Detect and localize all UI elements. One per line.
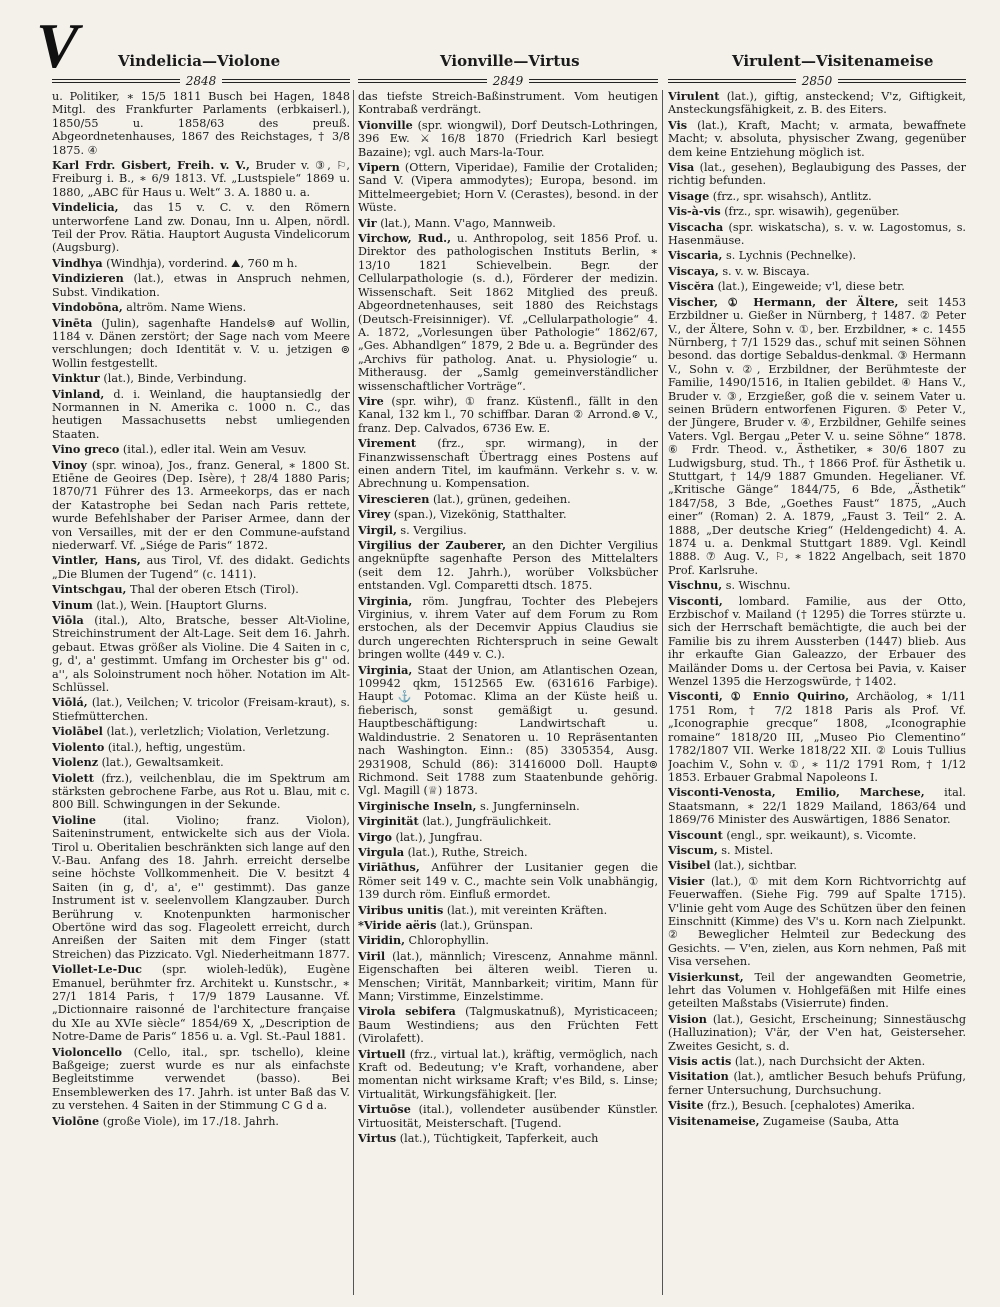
entry-headword: Virement (358, 436, 417, 451)
entry-text: (lat.), nach Durchsicht der Akten. (734, 1055, 926, 1069)
dictionary-entry (358, 1005, 658, 1045)
dictionary-entry (52, 90, 350, 157)
text-column-3 (668, 90, 966, 1295)
entry-text: Zugameise (Sauba, Atta (763, 1114, 899, 1128)
entry-text: (Julin), sagenhafte Handels⊚ auf Wollin, 1184 v. Dänen zerstört; der Sage nach vom Meere verschlungen; doch Identität v. V. u. jetzigen ⊚ Wollin festgestellt. (52, 316, 350, 370)
dictionary-entry (52, 372, 350, 385)
entry-headword: Vis (668, 117, 688, 132)
entry-text: Staat der Union, am Atlantischen Ozean, 109942 qkm, 1512565 Ew. (631616 Farbige). Haupt⚓ Potomac. Klima an der Küste heiß u. fieberisch, sonst gemäßigt u. gesund. Hauptbeschäftigung: Landwirtschaft u. Waldindustrie. 2 Senatoren u. 10 Repräsentanten nach Washington. Einn.: (85) 3305354, Ausg. 2931908, Schuld (86): 31416000 Doll. Haupt⊚ Richmond. Seit 1788 zum Staatenbunde gehörig. Vgl. Magill (♕) 1873. (358, 663, 658, 798)
dictionary-entry (52, 1046, 350, 1113)
dictionary-entry (358, 1103, 658, 1130)
dictionary-entry (52, 756, 350, 769)
dictionary-entry (358, 217, 658, 230)
dictionary-entry (668, 1115, 966, 1128)
entry-headword: Viridin, (358, 933, 405, 948)
entry-text: (lat.), Gesicht, Erscheinung; Sinnestäuschg (Halluzination); V'är, der V'en hat, Geisterseher. Zweites Gesicht, s. d. (668, 1012, 966, 1053)
dictionary-entry (52, 614, 350, 694)
dictionary-entry (52, 554, 350, 581)
dictionary-entry (52, 257, 350, 270)
entry-text: (frz., spr. wisawih), gegenüber. (724, 205, 900, 219)
entry-text: (spr. winoa), Jos., franz. General, ∗ 1800 St. Etiēne de Geoires (Dep. Isère), † 28/4 1880 Paris; 1870/71 Führer des 13. Armeekorps, das er nach der Katastrophe bei Sedan nach Paris rettete, wurde Befehlshaber der Pariser Armee, dann der von Versailles, mit der er den Commune-aufstand niederwarf. Vf. „Siége de Paris“ 1872. (52, 458, 350, 552)
entry-text: (lat.), Mann. V'ago, Mannweib. (380, 216, 556, 230)
entry-text: (spr. wioleh-ledük), Eugène Emanuel, berühmter frz. Architekt u. Kunstschr., ∗ 27/1 1814 Paris, † 17/9 1879 Lausanne. Vf. „Dictionnaire raisonné de l'architecture française du XIe au XVIe siècle“ 1854/69 X, „Description de Notre-Dame de Paris“ 1856 u. a. Vgl. St.-Paul 1881. (52, 963, 350, 1044)
entry-headword: Vino greco (52, 442, 120, 457)
entry-text: d. i. Weinland, die hauptansiedlg der Normannen in N. Amerika c. 1000 n. C., das heutigen Massachusetts nebst umliegenden Staaten. (52, 387, 350, 441)
entry-headword: Virola sebifera (358, 1004, 456, 1019)
entry-headword: Virtuell (358, 1046, 406, 1061)
dictionary-entry (668, 1055, 966, 1068)
dictionary-entry (668, 971, 966, 1011)
entry-text: Teil der angewandten Geometrie, lehrt das Volumen v. Hohlgefäßen mit Hilfe eines geteilten Maßstabs (Visierrute) finden. (668, 970, 966, 1011)
dictionary-entry (358, 664, 658, 798)
entry-headword: Violenz (52, 755, 99, 770)
dictionary-entry (668, 786, 966, 826)
dictionary-entry (358, 919, 658, 932)
entry-text: (span.), Vizekönig, Statthalter. (393, 508, 567, 522)
dictionary-entry (52, 599, 350, 612)
entry-headword: Virginia, (358, 593, 413, 608)
dictionary-entry (52, 201, 350, 255)
entry-headword: Visierkunst, (668, 969, 744, 984)
dictionary-entry (358, 539, 658, 593)
dictionary-entry (52, 741, 350, 754)
entry-headword: Visibel (668, 858, 711, 873)
dictionary-entry (358, 90, 658, 117)
dictionary-entry (358, 595, 658, 662)
dictionary-entry (358, 815, 658, 828)
entry-headword: Violōne (52, 1113, 100, 1128)
entry-headword: Vinoy (52, 457, 87, 472)
entry-headword: Viōla (52, 613, 84, 628)
dictionary-entry (358, 1132, 658, 1145)
entry-text: (ital.), vollendeter ausübender Künstler. Virtuosität, Meisterschaft. [Tugend. (358, 1103, 658, 1130)
entry-text: (ital.), edler ital. Wein am Vesuv. (122, 443, 307, 457)
section-letter: V (36, 10, 79, 81)
dictionary-entry (668, 161, 966, 188)
dictionary-entry (358, 395, 658, 435)
dictionary-entry (668, 280, 966, 293)
entry-headword: Vire (358, 393, 384, 408)
entry-text: (lat.), verletzlich; Violation, Verletzung. (106, 725, 330, 739)
dictionary-entry (668, 90, 966, 117)
entry-text: s. v. w. Biscaya. (722, 264, 810, 278)
dictionary-entry (52, 583, 350, 596)
column-number-3: 2850 (801, 74, 833, 88)
entry-headword: Viril (358, 948, 386, 963)
entry-text: (große Viole), im 17./18. Jahrh. (102, 1114, 279, 1128)
dictionary-entry (52, 772, 350, 812)
entry-text: aus Tirol, Vf. des didakt. Gedichts „Die Blumen der Tugend“ (c. 1411). (52, 554, 350, 581)
dictionary-entry (358, 508, 658, 521)
dictionary-entry (52, 301, 350, 314)
entry-text: ital. Staatsmann, ∗ 22/1 1829 Mailand, 1863/64 und 1869/76 Minister des Auswärtigen, 1886 Senator. (668, 786, 966, 827)
entry-text: s. Lychnis (Pechnelke). (725, 249, 857, 263)
column-number-2: 2849 (492, 74, 524, 88)
entry-text: (lat.), Wein. [Hauptort Glurns. (96, 598, 268, 612)
entry-headword: Vipern (358, 160, 400, 175)
entry-headword: Viscaria, (668, 248, 723, 263)
entry-text: u. Politiker, ∗ 15/5 1811 Busch bei Hagen, 1848 Mitgl. des Frankfurter Parlaments (erbkaiserl.), 1850/55 u. 1858/63 des preuß. Abgeordnetenhauses, 1867 des Reichstages, † 3/8 1875. ④ (52, 90, 350, 157)
dictionary-entry (52, 159, 350, 199)
entry-text: Thal der oberen Etsch (Tirol). (129, 583, 299, 597)
entry-text: röm. Jungfrau, Tochter des Plebejers Virginius, v. ihrem Vater auf dem Forum zu Rom erstochen, als der Decemvir Appius Claudius sie durch ungerechten Richterspruch in seine Gewalt bringen wollte (449 v. C.). (358, 594, 658, 662)
dictionary-entry (52, 388, 350, 442)
dictionary-entry (358, 161, 658, 215)
dictionary-entry (52, 725, 350, 738)
entry-text: (lat.), Kraft, Macht; v. armata, bewaffnete Macht; v. absoluta, physischer Zwang, gegenüber dem keine Entziehung möglich ist. (668, 118, 966, 159)
dictionary-entry (52, 1115, 350, 1128)
entry-text: (frz., virtual lat.), kräftig, vermöglich, nach Kraft od. Bedeutung; v'e Kraft, vorhandene, aber momentan nicht wirksame Kraft; v'es Bild, s. Linse; Virtualität, Wirkungsfähigkeit. [ler. (358, 1047, 658, 1101)
entry-headword: Visa (668, 160, 695, 175)
entry-text: das 15 v. C. v. den Römern unterworfene Land zw. Donau, Inn u. Alpen, nördl. Teil der Prov. Rätia. Hauptort Augusta Vindelicorum (Augsburg). (52, 201, 350, 255)
entry-text: (Talgmuskatnuß), Myristicaceen; Baum Westindiens; aus den Früchten Fett (Virolafett). (358, 1005, 658, 1046)
entry-headword: Visconti, (668, 593, 723, 608)
entry-headword: Vionville (358, 117, 413, 132)
entry-text: (Ottern, Viperidae), Familie der Crotaliden; Sand V. (Vipera ammodytes); Europa, besond. im Mittelmeergebiet; Horn V. (Cerastes), besond. in der Wüste. (358, 161, 658, 215)
entry-text: (lat., gesehen), Beglaubigung des Passes, der richtig befunden. (668, 161, 966, 188)
column-number-1: 2848 (185, 74, 217, 88)
dictionary-entry (358, 493, 658, 506)
entry-text: (lat.), Jungfrau. (395, 830, 483, 844)
entry-text: Bruder v. ③, ⚐, Freiburg i. B., ∗ 6/9 1813. Vf. „Lustspiele“ 1869 u. 1880, „ABC für Haus u. Welt“ 3. A. 1880 u. a. (52, 159, 350, 199)
text-column-1 (52, 90, 350, 1295)
entry-text: s. Jungferninseln. (479, 799, 580, 813)
dictionary-entry (668, 1013, 966, 1053)
entry-headword: Violento (52, 739, 105, 754)
entry-headword: Viōlá, (52, 695, 88, 710)
entry-headword: Vision (668, 1011, 707, 1026)
entry-headword: Viscĕra (668, 279, 715, 294)
entry-text: (lat.), amtlicher Besuch behufs Prüfung, ferner Untersuchung, Durchsuchung. (668, 1070, 966, 1097)
dictionary-entry (52, 459, 350, 553)
entry-text: (ital.), Alto, Bratsche, besser Alt-Violine, Streichinstrument der Alt-Lage. Seit dem 16. Jahrh. gebaut. Etwas größer als Violine. Die 4 Saiten in c, g, d', a' gestimmt. Umfang im Orchester bis g'' od. a'', als Soloinstrument noch höher. Notation im Alt-Schlüssel. (52, 614, 350, 695)
entry-headword: Vindelicia, (52, 200, 119, 215)
entry-text: (lat.), Jungfräulichkeit. (422, 815, 552, 829)
entry-headword: Vischnu, (668, 578, 723, 593)
entry-text: (lat.), ① mit dem Korn Richtvorrichtg auf Feuerwaffen. (Siehe Fig. 799 auf Spalte 1715). V'linie geht vom Auge des Schützen über den feinen Einschnitt (Kimme) des V's u. Korn nach Zielpunkt. ② Beweglicher Helmteil zur Bedeckung des Gesichts. — V'en, zielen, aus Korn nehmen, Paß mit Visa versehen. (668, 874, 966, 969)
dictionary-entry (358, 232, 658, 393)
entry-headword: Visier (668, 873, 705, 888)
entry-headword: Viscaya, (668, 263, 719, 278)
entry-headword: Vindizieren (52, 271, 124, 286)
entry-headword: Vir (358, 215, 377, 230)
dictionary-entry (668, 296, 966, 578)
entry-headword: Viscum, (668, 842, 718, 857)
dictionary-entry (52, 696, 350, 723)
text-column-2 (358, 90, 658, 1295)
entry-headword: Vinum (52, 597, 93, 612)
entry-headword: Viscacha (668, 219, 724, 234)
entry-text: Anführer der Lusitanier gegen die Römer seit 149 v. C., machte sein Volk unabhängig, 139 durch röm. Einfluß ermordet. (358, 861, 658, 902)
entry-text: (Windhja), vorderind. ⛰, 760 m h. (106, 256, 298, 270)
dictionary-entry (52, 272, 350, 299)
dictionary-entry (358, 437, 658, 491)
dictionary-entry (668, 1099, 966, 1112)
entry-headword: Visis actis (668, 1054, 732, 1069)
entry-headword: Visconti, ① Ennio Quirino, (668, 689, 850, 704)
dictionary-entry (668, 859, 966, 872)
entry-text: Chlorophyllin. (408, 934, 489, 948)
entry-text: s. Mistel. (721, 843, 774, 857)
entry-text: (lat.), Tüchtigkeit, Tapferkeit, auch (399, 1132, 599, 1146)
dictionary-entry (358, 800, 658, 813)
entry-headword: Virgo (358, 829, 392, 844)
dictionary-entry (668, 595, 966, 689)
column-divider-2 (662, 90, 663, 1295)
entry-text: (lat.), grünen, gedeihen. (432, 492, 571, 506)
dictionary-entry (358, 904, 658, 917)
dictionary-entry (358, 861, 658, 901)
entry-text: (engl., spr. weikaunt), s. Vicomte. (726, 828, 917, 842)
dictionary-entry (358, 846, 658, 859)
dictionary-entry (668, 844, 966, 857)
entry-headword: Vinktur (52, 371, 100, 386)
dictionary-entry (358, 950, 658, 1004)
entry-headword: Vintler, Hans, (52, 553, 141, 568)
entry-headword: Violett (52, 770, 94, 785)
entry-headword: Violoncello (52, 1044, 122, 1059)
entry-text: (frz.), Besuch. [cephalotes) Amerika. (707, 1099, 915, 1113)
entry-text: (frz.), veilchenblau, die im Spektrum am stärksten gebrochene Farbe, aus Rot u. Blau, mit c. 800 Bill. Schwingungen in der Sekunde. (52, 771, 350, 812)
dictionary-entry (52, 317, 350, 371)
dictionary-entry (52, 443, 350, 456)
entry-headword: Viriāthus, (358, 860, 420, 875)
entry-headword: Vinland, (52, 386, 105, 401)
entry-headword: Vinēta (52, 315, 93, 330)
dictionary-entry (358, 934, 658, 947)
running-head-center: Vionville—Virtus (440, 52, 580, 70)
dictionary-entry (358, 524, 658, 537)
entry-headword: Visitation (668, 1069, 729, 1084)
entry-text: (lat.), Veilchen; V. tricolor (Freisam-kraut), s. Stiefmütterchen. (52, 696, 350, 723)
dictionary-entry (668, 265, 966, 278)
entry-text: (lat.), Gewaltsamkeit. (101, 756, 224, 770)
dictionary-entry (668, 249, 966, 262)
entry-text: (lat.), männlich; Virescenz, Annahme männl. Eigenschaften bei älteren weibl. Tieren u. Menschen; Virität, Mannbarkeit; viritim, Mann für Mann; Virstimme, Einzelstimme. (358, 949, 658, 1003)
dictionary-entry (668, 1070, 966, 1097)
entry-headword: Vindhya (52, 255, 103, 270)
entry-text: (spr. wiongwil), Dorf Deutsch-Lothringen, 396 Ew. ⚔ 16/8 1870 (Friedrich Karl besiegt Bazaine); vgl. auch Mars-la-Tour. (358, 118, 658, 159)
dictionary-entry (52, 963, 350, 1043)
entry-text: (lat.), mit vereinten Kräften. (446, 903, 608, 917)
dictionary-entry (668, 875, 966, 969)
column-number-bar-2 (358, 74, 658, 88)
entry-text: altröm. Name Wiens. (126, 301, 247, 315)
entry-text: (lat.), Grünspan. (439, 918, 534, 932)
entry-headword: Virtuōse (358, 1102, 411, 1117)
dictionary-entry (668, 221, 966, 248)
entry-text: (spr. wihr), ① franz. Küstenfl., fällt in den Kanal, 132 km l., 70 schiffbar. Daran ② Arrond.⊚ V., franz. Dep. Calvados, 6736 Ew. E. (358, 394, 658, 435)
entry-headword: Virginia, (358, 662, 413, 677)
entry-headword: *Viride aëris (358, 917, 437, 932)
entry-text: an den Dichter Vergilius angeknüpfte sagenhafte Person des Mittelalters (seit dem 12. Jahrh.), worüber Volksbücher entstanden. Vgl. Comparetti dtsch. 1875. (358, 539, 658, 593)
entry-headword: Vischer, ① Hermann, der Ältere, (668, 294, 899, 309)
entry-headword: Viscount (668, 827, 723, 842)
entry-text: Archäolog, ∗ 1/11 1751 Rom, † 7/2 1818 Paris als Prof. Vf. „Iconographie grecque“ 1808, „Iconographie romaine“ 1818/20 III, „Museo Pio Clementino“ 1782/1807 VII. Werke 1818/22 XII. ② Louis Tullius Joachim V., Sohn v. ①, ∗ 11/2 1791 Rom, † 1/12 1853. Erbauer Grabmal Napoleons I. (668, 690, 966, 784)
entry-headword: Virgil, (358, 522, 397, 537)
entry-headword: Vis-à-vis (668, 204, 721, 219)
entry-headword: Virulent (668, 90, 720, 103)
entry-headword: Viollet-Le-Duc (52, 962, 142, 977)
entry-headword: Violine (52, 812, 96, 827)
entry-headword: Virey (358, 507, 391, 522)
entry-headword: Virgilius der Zauberer, (358, 538, 507, 552)
entry-headword: Viribus unitis (358, 902, 444, 917)
entry-headword: Virginische Inseln, (358, 798, 477, 813)
dictionary-entry (358, 119, 658, 159)
dictionary-entry (668, 190, 966, 203)
running-head-left: Vindelicia—Violone (118, 52, 281, 70)
dictionary-entry (668, 829, 966, 842)
running-head-right: Virulent—Visitenameise (732, 52, 934, 70)
entry-headword: Virginität (358, 814, 419, 829)
entry-text: (frz., spr. wisahsch), Antlitz. (712, 189, 872, 203)
entry-text: (Cello, ital., spr. tschello), kleine Baßgeige; zuerst wurde es nur als einfachste Begleitstimme verwendet (basso). Bei Ensemblewerken des 17. Jahrh. ist unter Baß das V. zu verstehen. 4 Saiten in der Stimmung C G d a. (52, 1045, 350, 1113)
entry-text: das tiefste Streich-Baßinstrument. Vom heutigen Kontrabaß verdrängt. (358, 90, 658, 117)
dictionary-entry (668, 119, 966, 159)
column-divider-1 (353, 90, 354, 1295)
dictionary-entry (358, 831, 658, 844)
entry-text: s. Vergilius. (400, 523, 467, 537)
dictionary-entry (668, 579, 966, 592)
entry-text: (lat.), Binde, Verbindung. (103, 372, 247, 386)
dictionary-entry (52, 814, 350, 961)
entry-text: (ital. Violino; franz. Violon), Saiteninstrument, entwickelte sich aus der Viola. Tirol u. Oberitalien beschränkten sich lange auf den V.-Bau. Anfang des 18. Jahrh. erreicht derselbe seine höchste Vollkommenheit. Die V. besitzt 4 Saiten (in g, d', a', e'' gestimmt). Das ganze Instrument ist v. seelenvollem Klangzauber. Durch Berührung v. Knotenpunkten harmonischer Obertöne wird das sog. Flageolett erreicht, durch Anreißen der Saiten mit dem Finger (statt Streichen) das Pizzicato. Vgl. Niederheitmann 1877. (52, 813, 350, 961)
entry-headword: Virescieren (358, 491, 430, 506)
entry-text: (spr. wiskatscha), s. v. w. Lagostomus, s. Hasenmäuse. (668, 220, 966, 248)
entry-text: (frz., spr. wirmang), in der Finanzwissenschaft Übertragg eines Postens auf einen andern Titel, im kaufmänn. Verkehr s. v. w. Abrechnung u. Kompensation. (358, 437, 658, 491)
entry-headword: Vindobōna, (52, 300, 123, 315)
entry-headword: Visite (668, 1098, 704, 1113)
dictionary-entry (668, 690, 966, 784)
entry-headword: Virchow, Rud., (358, 231, 451, 246)
entry-headword: Karl Frdr. Gisbert, Freih. v. V., (52, 158, 250, 173)
entry-text: (ital.), heftig, ungestüm. (107, 740, 246, 754)
entry-text: (lat.), etwas in Anspruch nehmen, Subst. Vindikation. (52, 272, 350, 299)
entry-text: u. Anthropolog, seit 1856 Prof. u. Direktor des pathologischen Instituts Berlin, ∗ 13/10 1821 Schievelbein. Begr. der Cellularpathologie (s. d.), Förderer der medizin. Wissenschaft. Seit 1862 Mitglied des preuß. Abgeordnetenhauses, seit 1880 des Reichstags (Deutsch-Freisinniger). Vf. „Cellularpathologie“ 4. A. 1872, „Vorlesungen über Pathologie“ 1862/67, „Ges. Abhandlgen“ 1879, 2 Bde u. a. Begründer des „Archivs für patholog. Anat. u. Physiologie“ u. Mitherausg. der „Samlg gemeinverständlicher wissenschaftlicher Vorträge“. (358, 232, 658, 393)
entry-headword: Violābel (52, 724, 103, 739)
entry-headword: Visage (668, 188, 710, 203)
entry-headword: Vintschgau, (52, 582, 127, 597)
entry-text: (lat.), Eingeweide; v'l, diese betr. (717, 280, 905, 294)
entry-headword: Visitenameise, (668, 1113, 760, 1128)
column-number-bar-1 (52, 74, 350, 88)
entry-headword: Visconti-Venosta, Emilio, Marchese, (668, 785, 925, 800)
entry-text: seit 1453 Erzbildner u. Gießer in Nürnberg, † 1487. ② Peter V., der Ältere, Sohn v. ①, ber. Erzbildner, ∗ c. 1455 Nürnberg, † 7/1 1529 das., schuf mit seinen Söhnen besond. das dortige Sebaldus-denkmal. ③ Hermann V., Sohn v. ②, Erzbildner, der Berühmteste der Familie, 1490/1516, in Italien gebildet. ④ Hans V., Bruder v. ③, Erzgießer, goß die v. seinem Vater u. seinen Brüdern entworfenen Figuren. ⑤ Peter V., der Jüngere, Bruder v. ④, Erzbildner, Gehilfe seines Vaters. Vgl. Bergau „Peter V. u. seine Söhne“ 1878. ⑥ Frdr. Theod. v., Ästhetiker, ∗ 30/6 1807 zu Ludwigsburg, stud. Th., † 1866 Prof. für Ästhetik u. Stuttgart, † 14/9 1887 Gmunden. Hegelianer. Vf. „Kritische Gänge“ 1844/75, 6 Bde, „Ästhetik“ 1847/58, 3 Bde, „Goethes Faust“ 1875, „Auch einer“ (Roman) 2. A. 1879, „Faust 3. Teil“ 2. A. 1888, „Der deutsche Krieg“ (Heldengedicht) 4. A. 1874 u. a. Denkmal Stuttgart 1889. Vgl. Keindl 1888. ⑦ Aug. V., ⚐, ∗ 1822 Angelbach, seit 1870 Prof. Karlsruhe. (668, 295, 966, 577)
entry-text: (lat.), sichtbar. (714, 859, 797, 873)
entry-headword: Virtus (358, 1131, 397, 1146)
entry-text: s. Wischnu. (725, 579, 791, 593)
entry-headword: Virgula (358, 844, 405, 859)
entry-text: lombard. Familie, aus der Otto, Erzbischof v. Mailand († 1295) die Torres stürzte u. sich der Herrschaft bemächtigte, die auch bei der Familie bis zu ihrem Aussterben (1447) blieb. Aus ihr erkaufte Gian Galeazzo, der Erbauer des Mailänder Doms u. der Certosa bei Pavia, v. Kaiser Wenzel 1395 die Herzogswürde, † 1402. (668, 594, 966, 689)
entry-text: (lat.), Ruthe, Streich. (407, 845, 528, 859)
dictionary-entry (668, 205, 966, 218)
column-number-bar-3 (668, 74, 966, 88)
dictionary-entry (358, 1048, 658, 1102)
entry-text: (lat.), giftig, ansteckend; V'z, Giftigkeit, Ansteckungsfähigkeit, z. B. des Eiters. (668, 90, 966, 117)
